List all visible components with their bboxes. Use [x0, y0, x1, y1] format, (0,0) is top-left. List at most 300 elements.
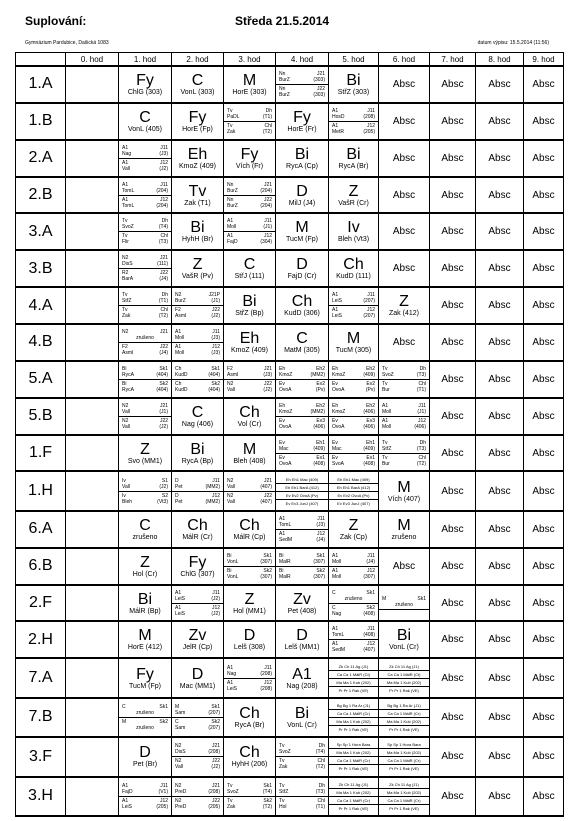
subject: Fy — [136, 665, 154, 683]
group-line: Ma Ma 1 Kub (202) — [386, 750, 422, 756]
group-text: BurZ — [279, 91, 290, 98]
subject: Ch — [239, 403, 260, 421]
group-text: Eh2 — [316, 402, 325, 409]
cancelled-text: zrušeno — [136, 724, 154, 731]
group-text: J12 — [211, 492, 220, 499]
lesson-cell — [276, 66, 329, 103]
absence-cell: Absc — [524, 140, 564, 177]
lesson-cell — [329, 177, 379, 214]
column-header: 3. hod — [224, 53, 276, 67]
group-text: PreD — [175, 788, 187, 795]
group-text: A1 — [279, 515, 286, 522]
lesson-cell — [224, 177, 276, 214]
group-line — [172, 387, 223, 393]
group-text: (208) — [363, 113, 375, 120]
group-text: LeiS — [332, 313, 343, 320]
subject: Bi — [294, 704, 310, 722]
group-divider — [172, 756, 223, 757]
lesson-cell — [224, 66, 276, 103]
lesson-cell — [172, 737, 224, 776]
group-text: BurZ — [279, 76, 290, 83]
group-divider — [172, 717, 223, 718]
table-row — [16, 177, 564, 214]
class-label: 4.B — [16, 324, 66, 361]
group-text: Dh — [318, 782, 325, 789]
group-text: (407) — [260, 498, 272, 505]
subject: C — [139, 516, 151, 534]
group-text: Tv — [382, 454, 388, 461]
group-divider — [119, 195, 171, 196]
group-text: (304) — [260, 239, 272, 246]
teacher-room: HorE (303) — [232, 88, 267, 96]
group-text: Vall — [227, 483, 235, 490]
group-text: N2 — [175, 292, 182, 299]
group-text: Ev — [332, 380, 338, 387]
lesson-cell — [119, 287, 172, 324]
absence-cell: Absc — [379, 177, 430, 214]
page-title: Suplování: — [25, 14, 87, 28]
subject: D — [191, 665, 204, 683]
group-text: J11 — [367, 626, 375, 633]
group-text: J12 — [211, 343, 220, 350]
group-line — [276, 764, 328, 770]
group-text: J12 — [211, 604, 220, 611]
absence-cell: Absc — [430, 66, 476, 103]
column-header: 7. hod — [430, 53, 476, 67]
absence-cell: Absc — [476, 361, 524, 398]
group-text: Ev — [279, 439, 285, 446]
group-text: A1 — [175, 604, 182, 611]
group-line — [119, 151, 171, 157]
group-divider — [119, 379, 171, 380]
lesson-cell — [172, 585, 224, 622]
group-text: Hol — [279, 803, 287, 810]
lesson-cell — [379, 471, 430, 510]
teacher-room: KudD (111) — [336, 273, 371, 281]
group-line — [329, 446, 378, 452]
group-text: TomL — [122, 202, 135, 209]
class-label: 6.A — [16, 511, 66, 548]
group-text: (T3) — [315, 788, 325, 795]
group-text: BurZ — [227, 187, 238, 194]
group-divider — [172, 342, 223, 343]
group-text: A1 — [332, 567, 339, 574]
table-row — [16, 585, 564, 622]
substitution-table — [15, 52, 564, 817]
lesson-cell — [172, 398, 224, 435]
teacher-room: Zak (Cp) — [339, 533, 368, 541]
teacher-room: Bleh (408) — [233, 457, 266, 465]
absence-cell: Absc — [430, 435, 476, 472]
group-text: Eh — [279, 365, 286, 372]
subject: M — [295, 219, 309, 237]
group-text: J11 — [367, 552, 375, 559]
group-text: J12 — [263, 679, 272, 686]
group-divider — [329, 717, 378, 718]
group-divider — [379, 709, 429, 710]
group-text: A1 — [175, 343, 182, 350]
group-text: J12 — [366, 122, 375, 129]
absence-cell: Absc — [379, 548, 430, 585]
lesson-cell — [172, 140, 224, 177]
group-divider — [329, 748, 378, 749]
group-text: MetR — [332, 128, 344, 135]
group-text: J11 — [418, 402, 426, 409]
group-text: Sk2 — [263, 567, 272, 574]
group-text: J22 — [211, 758, 220, 765]
absence-cell: Absc — [476, 737, 524, 776]
group-text: Tv — [382, 439, 388, 446]
group-text: Moll — [382, 408, 392, 415]
subject: Bi — [190, 440, 205, 458]
group-line — [224, 203, 275, 209]
lesson-cell — [172, 435, 224, 472]
group-text: (407) — [363, 647, 375, 654]
group-text: J22 — [263, 196, 272, 203]
group-text: F2 — [175, 307, 181, 314]
group-text: Nn — [227, 196, 234, 203]
group-text: (303) — [313, 91, 325, 98]
group-text: Bleh — [122, 498, 133, 505]
group-text: Sk2 — [211, 380, 220, 387]
group-text: StřZ — [279, 788, 289, 795]
table-row — [16, 213, 564, 250]
teacher-room: HorE (412) — [127, 644, 163, 652]
group-text: AsmI — [227, 371, 239, 378]
lesson-cell — [276, 585, 329, 622]
group-line — [119, 166, 171, 172]
absence-cell: Absc — [430, 287, 476, 324]
group-divider — [379, 788, 429, 789]
group-text: (J4) — [159, 276, 168, 283]
group-text: D — [175, 477, 179, 484]
group-text: Eh2 — [366, 365, 375, 372]
group-divider — [329, 379, 378, 380]
group-divider — [329, 764, 378, 765]
absence-cell: Absc — [524, 658, 564, 697]
lesson-cell — [172, 103, 224, 140]
subject: Z — [399, 293, 409, 311]
group-text: J21 — [263, 365, 272, 372]
teacher-room: Lelš (308) — [233, 644, 266, 652]
group-text: (307) — [313, 573, 325, 580]
group-text: J21 — [159, 402, 168, 409]
group-text: R2 — [122, 270, 129, 277]
group-line: Pr Pr 1 Rak (VE) — [338, 805, 369, 811]
column-headers — [16, 53, 564, 67]
group-text: Bi — [279, 567, 284, 574]
lesson-cell — [379, 621, 430, 658]
lesson-cell — [224, 777, 276, 816]
group-line — [224, 686, 275, 692]
subject: Ch — [187, 516, 208, 534]
table-row — [16, 698, 564, 737]
group-text: (T2) — [416, 460, 426, 467]
group-text: A1 — [332, 107, 339, 114]
group-text: MalR — [279, 558, 291, 565]
group-line — [119, 298, 171, 304]
teacher-room: HorE (Fr) — [287, 125, 317, 133]
group-text: (T4) — [315, 749, 325, 756]
cancelled-text: zrušeno — [395, 601, 413, 608]
group-line: Pr Pr 1 Rak (VE) — [389, 805, 419, 811]
lesson-cell — [66, 698, 119, 737]
group-line — [172, 298, 223, 304]
group-divider — [329, 566, 378, 567]
group-text: Tv — [279, 743, 285, 750]
group-text: Eh1 — [316, 439, 325, 446]
group-text: J22 — [159, 417, 168, 424]
lesson-cell — [379, 777, 430, 816]
group-divider — [329, 603, 378, 604]
group-text: (T2) — [158, 313, 168, 320]
group-text: KmoZ — [332, 371, 346, 378]
group-text: (205) — [208, 803, 220, 810]
teacher-room: Pet (Br) — [132, 761, 158, 769]
absence-cell: Absc — [430, 103, 476, 140]
lesson-cell — [119, 177, 172, 214]
teacher-room: Mac (MM1) — [179, 682, 216, 690]
absence-cell: Absc — [430, 250, 476, 287]
teacher-room: TucM (Fp) — [128, 682, 162, 690]
group-text: LeiS — [227, 685, 238, 692]
group-divider — [379, 764, 429, 765]
group-text: Vall — [122, 408, 130, 415]
subject: Ch — [239, 744, 260, 762]
group-divider — [276, 84, 328, 85]
lesson-cell — [329, 287, 379, 324]
group-text: SvoZ — [122, 224, 134, 231]
subject: Fy — [293, 108, 311, 126]
class-label: 3.F — [16, 737, 66, 776]
group-text: (404) — [208, 386, 220, 393]
absence-cell: Absc — [524, 287, 564, 324]
group-text: J12 — [366, 307, 375, 314]
group-line — [224, 789, 275, 795]
group-text: C — [175, 718, 179, 725]
group-line — [119, 424, 171, 430]
lesson-cell — [119, 66, 172, 103]
group-text: (J1) — [211, 298, 220, 305]
teacher-room: Hol (MM1) — [233, 607, 266, 615]
group-text: KudD — [175, 371, 188, 378]
lesson-cell — [119, 511, 172, 548]
subject: Ch — [239, 516, 260, 534]
group-text: Sk1 — [263, 782, 272, 789]
group-line — [329, 559, 378, 565]
subject: Bi — [294, 145, 310, 163]
group-line — [119, 372, 171, 378]
subject: Bi — [396, 627, 412, 645]
group-text: LeiS — [332, 298, 343, 305]
teacher-room: Lelš (MM1) — [284, 644, 320, 652]
lesson-cell — [329, 548, 379, 585]
subject: Z — [140, 440, 150, 458]
group-line — [329, 313, 378, 319]
group-text: LeiS — [175, 610, 186, 617]
group-divider — [224, 195, 275, 196]
group-divider — [119, 796, 171, 797]
lesson-cell — [329, 698, 379, 737]
group-text: Zak — [227, 128, 236, 135]
group-text: (406) — [414, 423, 426, 430]
group-text: Tv — [122, 218, 128, 225]
lesson-cell — [66, 435, 119, 472]
absence-cell: Absc — [476, 66, 524, 103]
lesson-cell — [276, 287, 329, 324]
group-line — [329, 611, 378, 617]
lesson-cell — [329, 213, 379, 250]
group-text: SvoA — [332, 460, 344, 467]
group-text: (208) — [260, 670, 272, 677]
group-line — [329, 129, 378, 135]
lesson-cell — [224, 435, 276, 472]
teacher-room: VonL (Cr) — [287, 721, 317, 729]
group-text: Dh — [419, 439, 426, 446]
teacher-room: StřZ (303) — [337, 88, 370, 96]
group-divider — [379, 725, 429, 726]
class-label: 2.B — [16, 177, 66, 214]
subject: M — [138, 627, 152, 645]
group-line: Pr Pr 1 Rak (VE) — [338, 766, 369, 772]
lesson-cell — [119, 471, 172, 510]
group-line: Pr Pr 1 Rak (VE) — [338, 726, 369, 732]
absence-cell: Absc — [430, 177, 476, 214]
group-text: (409) — [363, 371, 375, 378]
subject: Fy — [188, 108, 207, 126]
group-text: DisS — [122, 261, 133, 268]
absence-cell: Absc — [524, 361, 564, 398]
group-text: A1 — [382, 417, 389, 424]
group-divider — [329, 788, 378, 789]
group-text: D — [175, 492, 179, 499]
group-text: (MM2) — [310, 371, 325, 378]
column-header: 0. hod — [66, 53, 119, 67]
group-text: (303) — [313, 76, 325, 83]
group-text: Eh — [279, 402, 286, 409]
group-text: Ch — [175, 365, 182, 372]
absence-cell: Absc — [430, 698, 476, 737]
class-label: 5.B — [16, 398, 66, 435]
group-text: Sk2 — [159, 380, 168, 387]
subject: A1 — [292, 665, 312, 683]
absence-cell: Absc — [476, 250, 524, 287]
group-text: (T1) — [315, 803, 325, 810]
group-text: Nn — [279, 85, 286, 92]
absence-cell: Absc — [476, 658, 524, 697]
absence-cell: Absc — [476, 140, 524, 177]
subject: D — [296, 627, 308, 645]
subject: Eh — [239, 329, 260, 347]
lesson-cell — [119, 585, 172, 622]
group-text: (J2) — [159, 165, 168, 172]
group-text: J22 — [263, 380, 272, 387]
group-text: Bi — [122, 365, 127, 372]
group-text: OvoA — [332, 386, 345, 393]
teacher-room: Hol (Cr) — [132, 570, 158, 578]
group-line — [119, 409, 171, 415]
absence-cell: Absc — [524, 250, 564, 287]
subject: Bi — [346, 71, 361, 89]
group-text: Sk2 — [366, 604, 375, 611]
table-row — [16, 621, 564, 658]
group-line — [224, 372, 275, 378]
group-text: (J3) — [316, 521, 325, 528]
group-text: Ev1 — [316, 454, 325, 461]
group-text: J11 — [264, 664, 272, 671]
group-text: (T4) — [262, 788, 272, 795]
group-text: Bi — [279, 552, 284, 559]
lesson-cell — [379, 435, 430, 472]
subject: Bi — [346, 145, 361, 163]
group-divider — [224, 121, 275, 122]
group-line — [329, 409, 378, 415]
subject: Bi — [137, 590, 153, 608]
absence-cell: Absc — [524, 621, 564, 658]
group-text: Moll — [227, 224, 237, 231]
absence-cell: Absc — [524, 177, 564, 214]
group-line — [172, 484, 223, 490]
absence-cell: Absc — [430, 737, 476, 776]
lesson-cell — [224, 287, 276, 324]
group-line — [224, 671, 275, 677]
subject: Z — [140, 553, 150, 571]
group-line — [276, 77, 328, 83]
teacher-room: Vol (Cr) — [237, 420, 262, 428]
group-text: Tv — [227, 107, 233, 114]
group-line: Sp Sp 1 Hora Bara — [336, 742, 371, 748]
group-line: Eh Eh1 BarA (412) — [285, 484, 319, 490]
group-text: Ev — [332, 439, 338, 446]
group-divider — [329, 678, 378, 679]
group-line — [224, 804, 275, 810]
lesson-cell — [172, 777, 224, 816]
group-line — [276, 424, 328, 430]
absence-cell: Absc — [476, 177, 524, 214]
lesson-cell — [66, 471, 119, 510]
lesson-cell — [66, 324, 119, 361]
lesson-cell — [66, 361, 119, 398]
lesson-cell — [119, 324, 172, 361]
absence-cell: Absc — [476, 398, 524, 435]
group-text: J12 — [366, 567, 375, 574]
teacher-room: Pet (408) — [287, 607, 317, 615]
group-text: VonL — [227, 558, 239, 565]
subject: Ch — [291, 293, 313, 311]
teacher-room: HorE (Fp) — [182, 125, 213, 133]
subject: M — [346, 329, 361, 347]
group-line — [224, 499, 275, 505]
lesson-cell — [224, 398, 276, 435]
teacher-room: Nag (406) — [181, 420, 214, 428]
group-line: Ev Ev3 JunJ (407) — [337, 500, 370, 506]
subject: C — [296, 329, 308, 347]
group-divider — [224, 231, 275, 232]
subject: Tv — [188, 182, 207, 200]
group-divider — [329, 725, 378, 726]
group-line — [379, 387, 429, 393]
teacher-room: TucM (Fp) — [285, 236, 319, 244]
group-text: AsmI — [122, 349, 134, 356]
group-text: A1 — [227, 679, 234, 686]
teacher-room: ChlG (303) — [127, 88, 163, 96]
cancelled-text: zrušeno — [136, 709, 154, 716]
group-line — [224, 484, 275, 490]
group-line: Ma Ma 1 Kub (202) — [336, 750, 371, 756]
group-text: F2 — [122, 343, 128, 350]
group-text: Bi — [227, 552, 232, 559]
lesson-cell — [379, 287, 430, 324]
